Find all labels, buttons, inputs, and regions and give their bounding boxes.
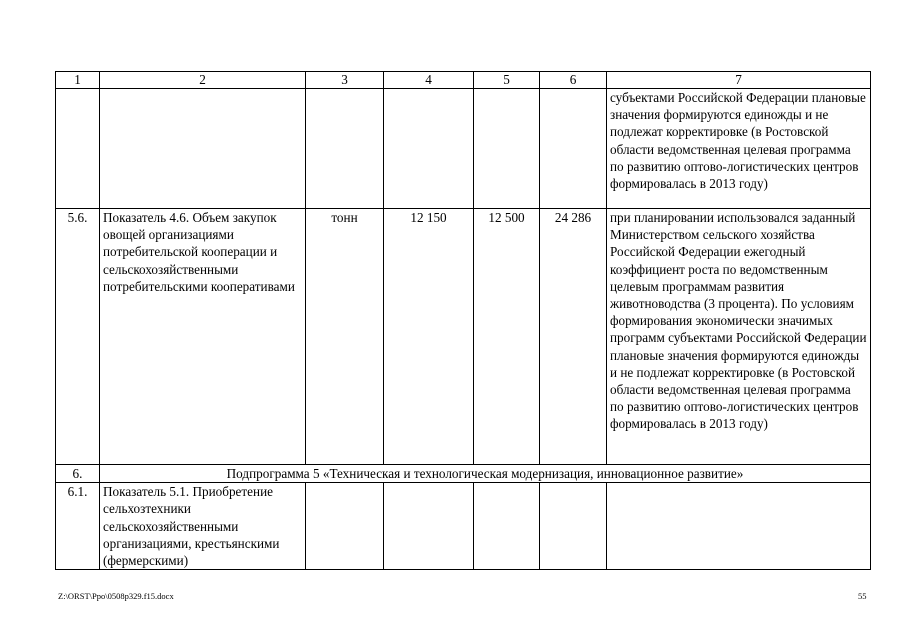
row-number: 6.1. [56,483,100,570]
indicator-name [100,89,306,209]
page-number: 55 [858,591,867,601]
header-row [56,72,871,89]
header-cell: 1 [56,72,100,89]
note-cell: субъектами Российской Федерации плановые значения формируются единожды и не подлежат корректировке (в Ростовской области ведомственная целевая программа по развитию оптово-логистических центров формировалась в 2013 году) [607,89,871,209]
header-cell: 2 [100,72,306,89]
section-number: 6. [56,465,100,483]
unit-cell [306,89,384,209]
indicator-name: Показатель 4.6. Объем закупок овощей организациями потребительской кооперации и сельскохозяйственными потребительскими кооперативами [100,209,306,465]
value-cell [384,483,474,570]
section-title: Подпрограмма 5 «Техническая и технологическая модернизация, инновационное развитие» [100,465,871,483]
value-cell: 12 150 [384,209,474,465]
file-path: Z:\ORST\Ppo\0508p329.f15.docx [58,591,174,601]
header-cell: 7 [607,72,871,89]
table-row [56,89,871,209]
indicators-table [55,71,871,570]
value-cell [540,89,607,209]
value-cell: 12 500 [474,209,540,465]
value-cell [540,483,607,570]
value-cell [474,483,540,570]
table-row [56,209,871,465]
unit-cell: тонн [306,209,384,465]
value-cell [384,89,474,209]
unit-cell [306,483,384,570]
indicator-name: Показатель 5.1. Приобретение сельхозтехники сельскохозяйственными организациями, крестьянскими (фермерскими) [100,483,306,570]
value-cell [474,89,540,209]
note-cell: при планировании использовался заданный Министерством сельского хозяйства Российской Федерации ежегодный коэффициент роста по ведомственным целевым программам развития животноводства (3 процента). По условиям формирования экономически значимых программ субъектами Российской Федерации плановые значения формируются единожды и не подлежат корректировке (в Ростовской области ведомственная целевая программа по развитию оптово-логистических центров формировалась в 2013 году) [607,209,871,465]
row-number: 5.6. [56,209,100,465]
table-row [56,483,871,570]
header-cell: 3 [306,72,384,89]
header-cell: 5 [474,72,540,89]
section-row [56,465,871,483]
value-cell: 24 286 [540,209,607,465]
header-cell: 6 [540,72,607,89]
row-number [56,89,100,209]
note-cell [607,483,871,570]
header-cell: 4 [384,72,474,89]
